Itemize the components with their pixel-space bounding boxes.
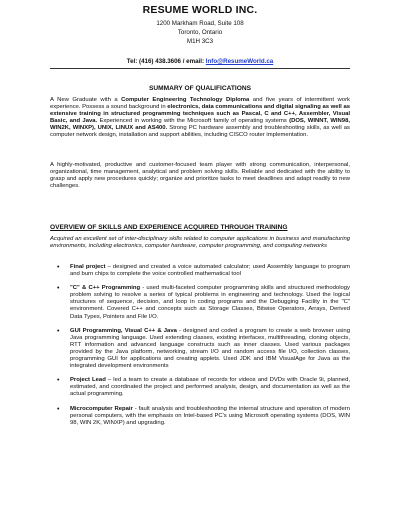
address-line-3: M1H 3C3 xyxy=(186,38,214,45)
skill-item-title: "C" & C++ Programming xyxy=(70,285,141,292)
skill-item-text: – designed and created a voice automated calculator; used Assembly language to program and burn chips to complete the voice controlled mathematical tool xyxy=(70,264,350,278)
bullet-icon: • xyxy=(57,264,60,271)
skill-item xyxy=(50,264,350,278)
summary-text-run: and five years of intermittent work experience. Possess a sound background in xyxy=(50,97,350,111)
skill-item xyxy=(50,406,350,427)
summary-text-run: A New Graduate with a xyxy=(50,97,122,103)
skill-item xyxy=(50,328,350,371)
summary-paragraph-1 xyxy=(50,97,350,140)
email-link[interactable]: Info@ResumeWorld.ca xyxy=(205,58,274,65)
contact-line xyxy=(0,58,400,65)
summary-text-run: Experienced in working with the Microsoft family of operating systems xyxy=(97,118,290,125)
bullet-icon: • xyxy=(57,405,60,413)
skill-item-text: – led a team to create a database of records for videos and DVDs with Oracle 9i, planned, estimated, and coordinated the project and performed analysis, design, and documentation as well as the actual programming. xyxy=(70,377,350,398)
skills-title: OVERVIEW OF SKILLS AND EXPERIENCE ACQUIRED THROUGH TRAINING xyxy=(50,224,288,231)
skill-item-text: - designed and coded a program to create a web browser using Java programming language. Used extending classes, existing interfaces, multithreading, cloning objects, RTT information and advanced language constructs such as inner classes. Used various packages provided by the Java platform, networking, stream I/O and random access file I/O, collection classes, programming GUI for applications and creating applets. Used JDK and IBM VisualAge for Java as the integrated development environments xyxy=(70,327,350,370)
bullet-icon: • xyxy=(57,285,60,293)
summary-paragraph-2: A highly-motivated, productive and customer-focused team player with strong communication, interpersonal, organizational, time management, analytical and problem solving skills. Reliable and dedicated with the ability to grasp and apply new procedures quickly; organize and prioritize tasks to meet deadlines and adapt readily to new challenges. xyxy=(50,162,350,190)
summary-title: SUMMARY OF QUALIFICATIONS xyxy=(148,85,252,92)
skill-item xyxy=(50,377,350,398)
skill-item-title: Microcomputer Repair xyxy=(70,405,133,412)
company-name: RESUME WORLD INC. xyxy=(142,4,258,16)
summary-text-run: Strong PC hardware assembly and troubleshooting skills, as well as computer network design, installation and support abilities, including CISCO router implementation. xyxy=(50,125,350,139)
tel-label: Tel: (416) 438.3606 / email: xyxy=(126,58,206,65)
address-line-1: 1200 Markham Road, Suite 108 xyxy=(156,20,244,27)
skill-item-title: Project Lead xyxy=(70,377,106,384)
bullet-icon: • xyxy=(57,377,60,385)
address-line-2: Toronto, Ontario xyxy=(177,29,223,36)
skills-list xyxy=(50,264,350,434)
summary-bold-run: electronics, data communications and digital signaling as well as extensive training in structured programming techniques such as Pascal, C and C++, Assembler, Visual Basic, and Java. xyxy=(50,104,350,125)
header-divider xyxy=(50,68,350,69)
skill-item-text: - fault analysis and troubleshooting the internal structure and operation of modern personal computers, with the emphasis on Intel-based PC's using Microsoft operating systems (DOS, WIN 98, WIN 2K, WINXP) and upgrading. xyxy=(70,405,350,426)
summary-bold-run: (DOS, WINNT, WIN98, WIN2K, WINXP), UNIX, LINUX and AS400. xyxy=(50,118,350,132)
bullet-icon: • xyxy=(57,327,60,335)
skill-item-title: Final project xyxy=(70,264,106,270)
skill-item xyxy=(50,285,350,320)
skills-intro: Acquired an excellent set of inter-disciplinary skills related to computer applications in business and manufacturing environments, including electronics, computer hardware, computer programming, and computing networks xyxy=(50,236,350,250)
summary-bold-run: Computer Engineering Technology Diploma xyxy=(121,97,250,103)
skill-item-text: - used multi-faceted computer programming skills and structured methodology problem solving to resolve a series of typical problems in engineering and technology. Used the logical structures of sequence, decision, and loop in coding programs and the Debugging Facility in the "C" environment. Covered C++ and concepts such as Storage Classes, Bitwise Operators, Arrays, Derived Data Types, Pointers and File I/O. xyxy=(70,285,350,320)
skill-item-title: GUI Programming, Visual C++ & Java xyxy=(70,327,177,334)
